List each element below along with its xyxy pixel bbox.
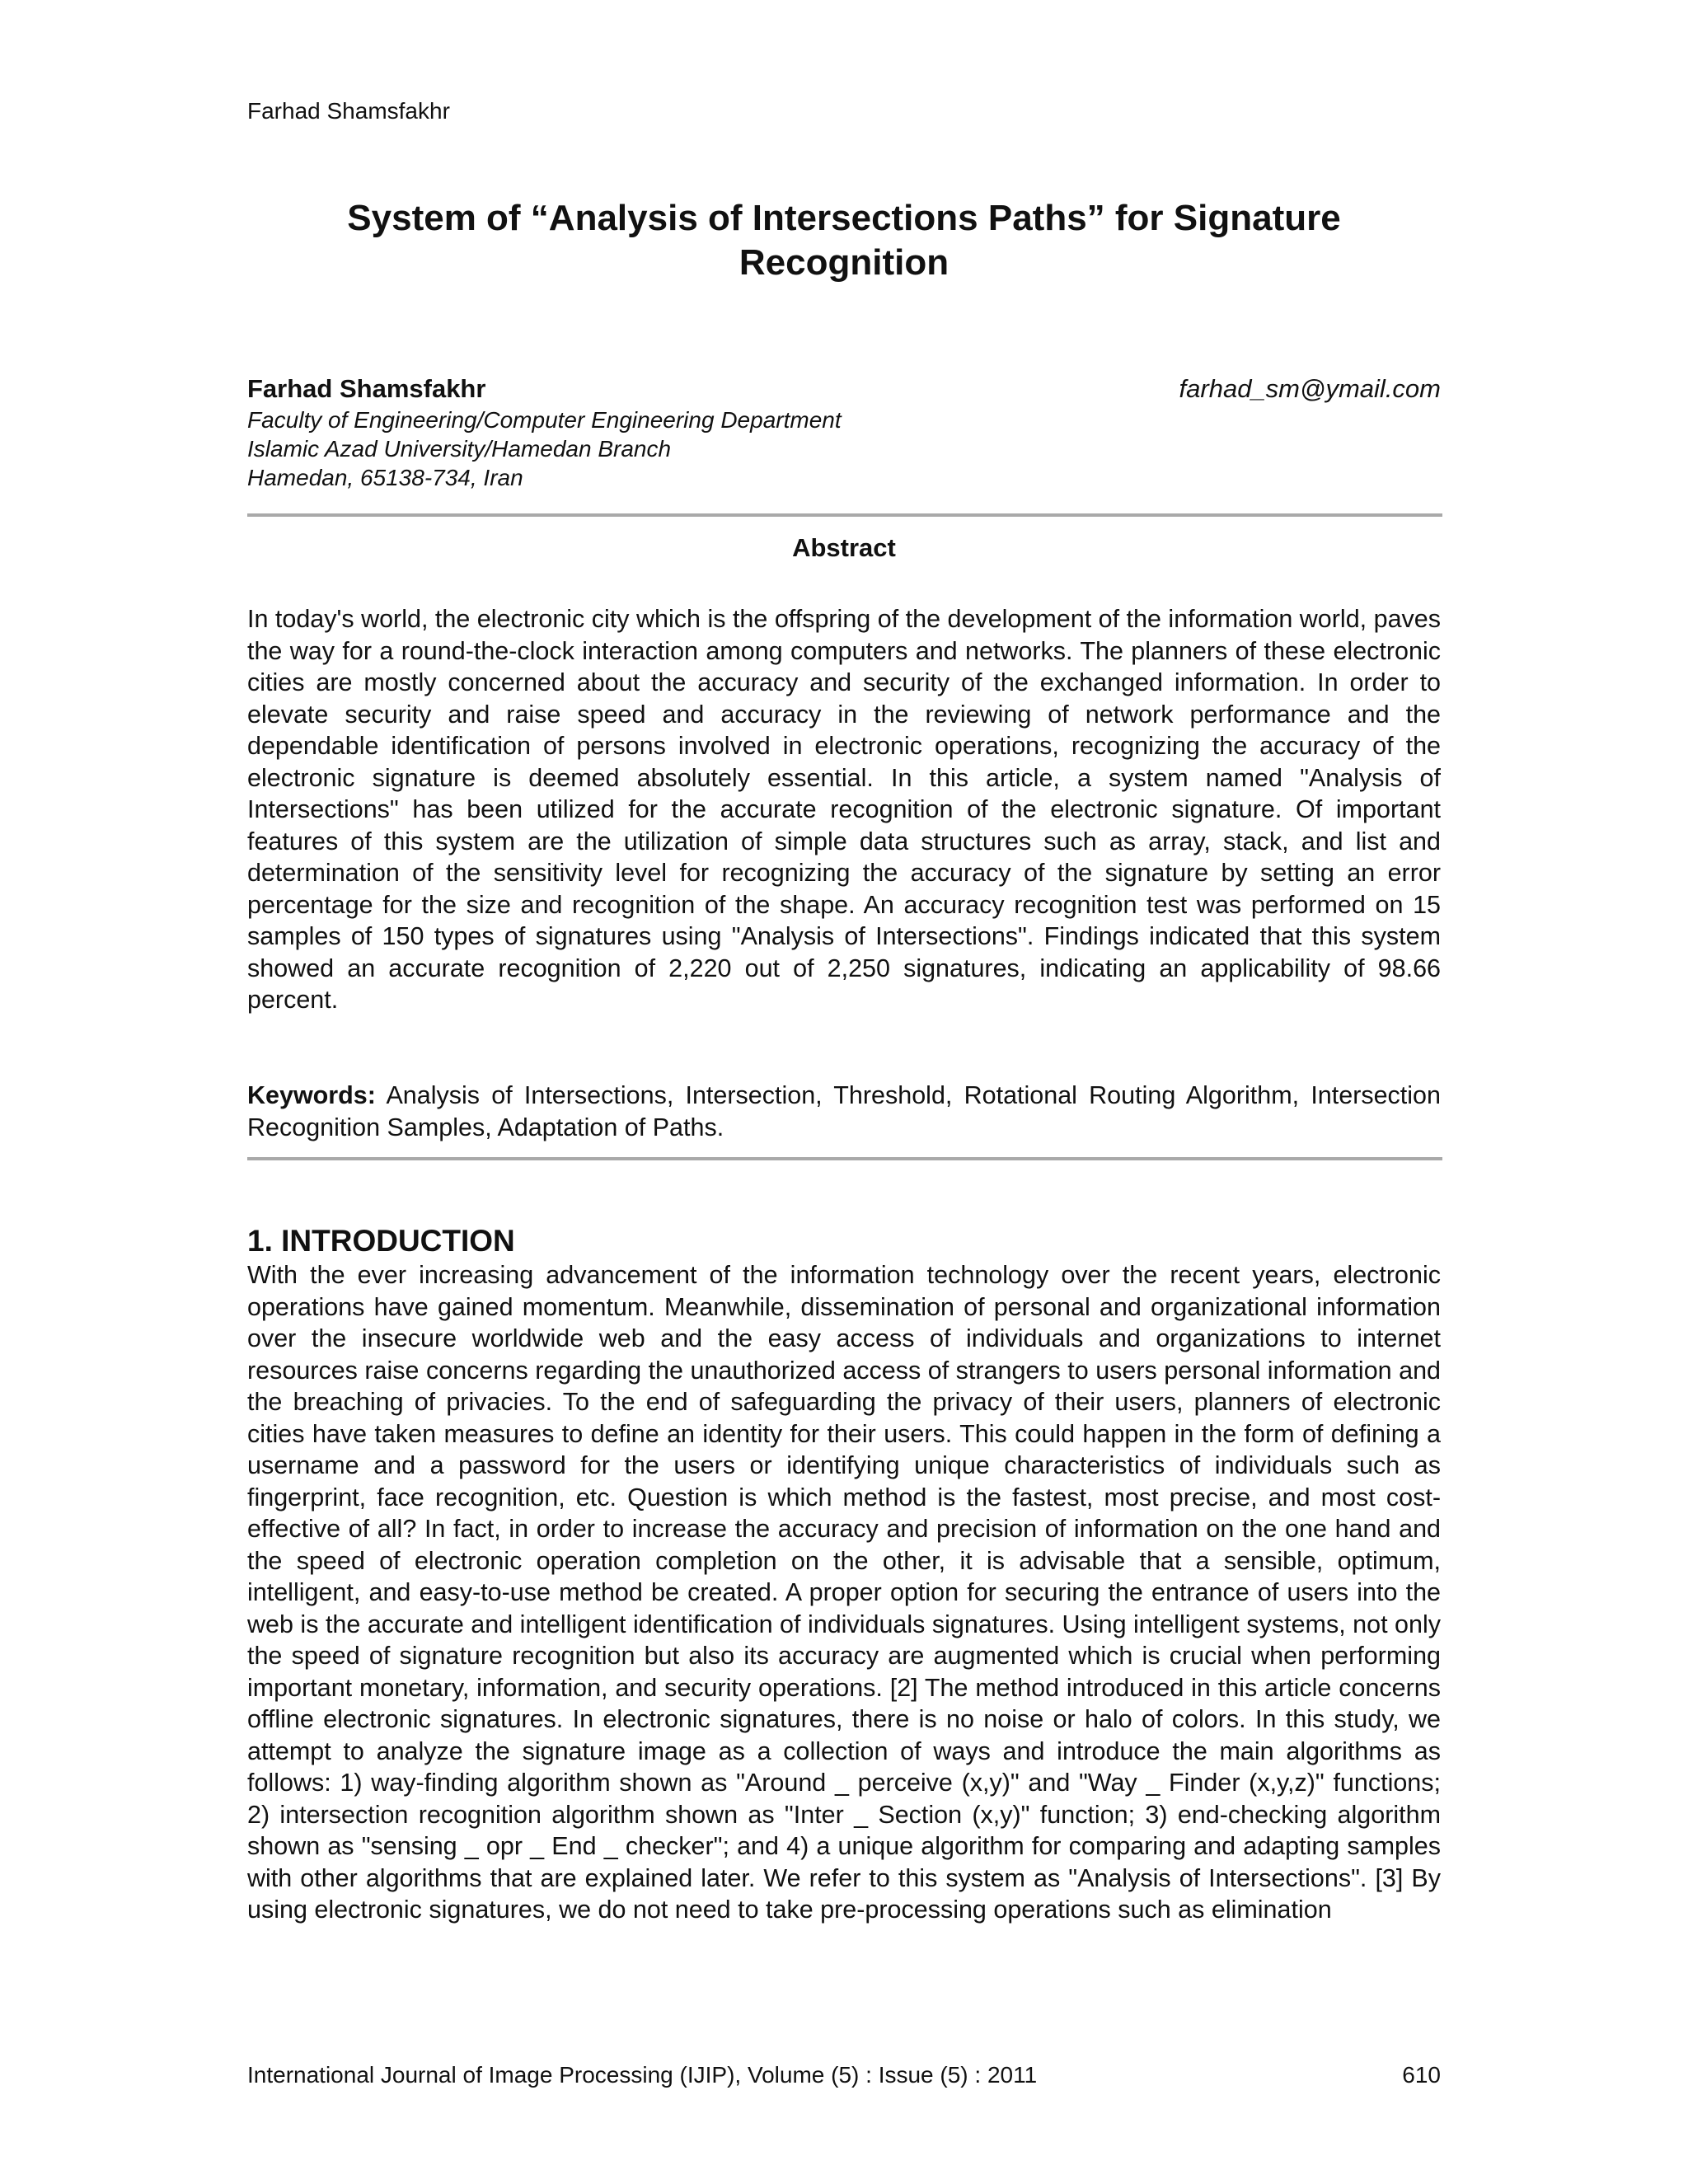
introduction-text: With the ever increasing advancement of the information technology over the recent years, electronic operations have gained momentum. Meanwhile, dissemination of personal and organizational information over the insecure worldwide web and the easy access of individuals and organizations to internet resources raise concerns regarding the unauthorized access of strangers to users personal information and the breaching of privacies. To the end of safeguarding the privacy of their users, planners of electronic cities have taken measures to define an identity for their users. This could happen in the form of defining a username and a password for the users or identifying unique characteristics of individuals such as fingerprint, face recognition, etc. Question is which method is the fastest, most precise, and most cost-effective of all? In fact, in order to increase the accuracy and precision of information on the one hand and the speed of electronic operation completion on the other, it is advisable that a sensible, optimum, intelligent, and easy-to-use method be created. A proper option for securing the entrance of users into the web is the accurate and intelligent identification of individuals signatures. Using intelligent systems, not only the speed of signature recognition but also its accuracy are augmented which is crucial when performing important monetary, information, and security operations. [2] The method introduced in this article concerns offline electronic signatures. In electronic signatures, there is no noise or halo of colors. In this study, we attempt to analyze the signature image as a collection of ways and introduce the main algorithms as follows: 1) way-finding algorithm shown as "Around _ perceive (x,y)" and "Way _ Finder (x,y,z)" functions; 2) intersection recognition algorithm shown as "Inter _ Section (x,y)" function; 3) end-checking algorithm shown as "sensing _ opr _ End _ checker"; and 4) a unique algorithm for comparing and adapting samples with other algorithms that are explained later. We refer to this system as "Analysis of Intersections". [3] By using electronic signatures, we do not need to take pre-processing operations such as elimination (247, 1261, 1441, 1924)
author-block (247, 373, 1441, 492)
page-number: 610 (1402, 2062, 1441, 2088)
author-email: farhad_sm@ymail.com (1179, 374, 1441, 403)
abstract-text: In today's world, the electronic city which is the offspring of the development of the information world, paves the way for a round-the-clock interaction among computers and networks. The planners of these electronic cities are mostly concerned about the accuracy and security of the exchanged information. In order to elevate security and raise speed and accuracy in the reviewing of network performance and the dependable identification of persons involved in electronic operations, recognizing the accuracy of the electronic signature is deemed absolutely essential. In this article, a system named "Analysis of Intersections" has been utilized for the accurate recognition of the electronic signature. Of important features of this system are the utilization of simple data structures such as array, stack, and list and determination of the sensitivity level for recognizing the accuracy of the signature by setting an error percentage for the size and recognition of the shape. An accuracy recognition test was performed on 15 samples of 150 types of signatures using "Analysis of Intersections". Findings indicated that this system showed an accurate recognition of 2,220 out of 2,250 signatures, indicating an applicability of 98.66 percent. (247, 605, 1441, 1014)
keywords-label: Keywords: (247, 1081, 376, 1109)
author-name: Farhad Shamsfakhr (247, 374, 486, 403)
section-heading: 1. INTRODUCTION (247, 1224, 515, 1258)
divider-top (247, 513, 1442, 517)
affiliation-line: Faculty of Engineering/Computer Engineering Department (247, 407, 842, 433)
affiliation-line: Islamic Azad University/Hamedan Branch (247, 436, 672, 462)
abstract-heading: Abstract (792, 533, 896, 562)
divider-bottom (247, 1157, 1442, 1160)
page-footer (247, 2061, 1441, 2089)
affiliation-line: Hamedan, 65138-734, Iran (247, 465, 523, 490)
keywords-text: Analysis of Intersections, Intersection, Threshold, Rotational Routing Algorithm, Intersection Recognition Samples, Adaptation of Paths. (247, 1081, 1441, 1141)
keywords (247, 1080, 1441, 1143)
running-head: Farhad Shamsfakhr (247, 98, 450, 124)
footer-journal: International Journal of Image Processing (IJIP), Volume (5) : Issue (5) : 2011 (247, 2062, 1038, 2088)
paper-title: System of “Analysis of Intersections Paths” for Signature Recognition (347, 198, 1341, 283)
